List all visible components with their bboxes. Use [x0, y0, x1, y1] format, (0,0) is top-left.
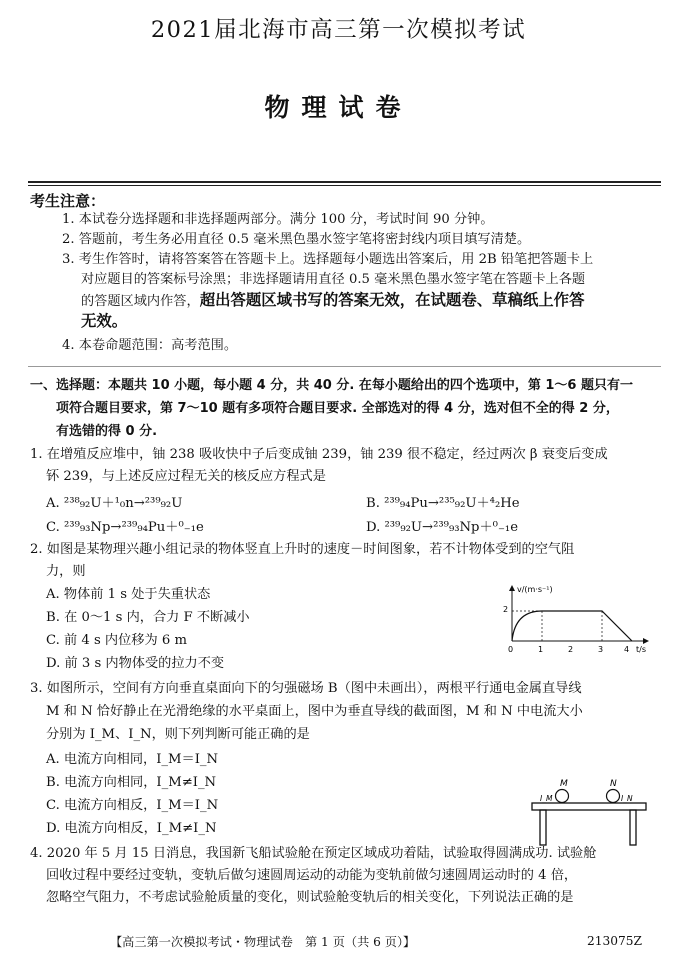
q3-stem-line-2: M 和 N 恰好静止在光滑绝缘的水平桌面上，图中为垂直导线的截面图，M 和 N 中电流大小 — [46, 704, 583, 719]
q2-chart-x-tick-4: 4 — [624, 645, 630, 654]
notice-heading: 考生注意： — [30, 192, 106, 210]
q1-option-d: D. ²³⁹₉₂U→²³⁹₉₃Np＋⁰₋₁e — [366, 520, 519, 535]
page-footer: 【高三第一次模拟考试・物理试卷 第 1 页（共 6 页）】 — [110, 935, 416, 949]
notice-item-3-line-3 — [81, 290, 584, 312]
q4-stem-line-2: 回收过程中要经过变轨，变轨后做匀速圆周运动的动能为变轨前做匀速圆周运动时的 4 倍， — [46, 868, 578, 883]
q3-table-leg-right — [630, 810, 636, 845]
q2-stem-line-2: 力，则 — [46, 564, 86, 579]
q3-label-im: I_M — [540, 794, 553, 803]
q3-option-d: D. 电流方向相反，I_M≠I_N — [46, 821, 217, 836]
q1-stem-line-2: 钚 239，与上述反应过程无关的核反应方程式是 — [46, 469, 326, 484]
q2-option-d: D. 前 3 s 内物体受的拉力不变 — [46, 656, 225, 671]
q2-option-b: B. 在 0～1 s 内，合力 F 不断减小 — [46, 610, 250, 625]
notice-item-3-emphasis: 超出答题区域书写的答案无效，在试题卷、草稿纸上作答 — [199, 291, 585, 309]
q1-option-b: B. ²³⁹₉₄Pu→²³⁵₉₂U＋⁴₂He — [366, 496, 520, 511]
q3-table-leg-left — [540, 810, 546, 845]
q2-chart-x-tick-1: 1 — [538, 645, 544, 654]
q3-label-m: M — [560, 779, 568, 789]
q3-table-top — [532, 803, 646, 810]
q3-option-a: A. 电流方向相同，I_M＝I_N — [46, 752, 219, 767]
q1-option-a: A. ²³⁸₉₂U＋¹₀n→²³⁹₉₂U — [46, 496, 183, 511]
paper-title: 物理试卷 — [264, 93, 413, 122]
header-rule-thick — [28, 181, 661, 183]
q2-chart-y-tick-2: 2 — [503, 605, 509, 614]
q1-stem-line-1: 1. 在增殖反应堆中，铀 238 吸收快中子后变成铀 239，铀 239 很不稳定，经过两次 β 衰变后变成 — [30, 447, 608, 462]
q3-label-in: I_N — [621, 794, 633, 803]
section-1-heading-line-1: 一、选择题：本题共 10 小题，每小题 4 分，共 40 分. 在每小题给出的四个选项中，第 1～6 题只有一 — [30, 378, 633, 393]
notice-item-3-line-1: 3. 考生作答时，请将答案答在答题卡上。选择题每小题选出答案后，用 2B 铅笔把答题卡上 — [62, 252, 594, 267]
q2-chart-x-tick-2: 2 — [568, 645, 574, 654]
q3-stem-line-3: 分别为 I_M、I_N，则下列判断可能正确的是 — [46, 727, 310, 742]
q3-stem-line-1: 3. 如图所示，空间有方向垂直桌面向下的匀强磁场 B（图中未画出），两根平行通电金属直导线 — [30, 681, 582, 696]
paper-code: 213075Z — [587, 934, 642, 948]
notice-item-2: 2. 答题前，考生务必用直径 0.5 毫米黑色墨水签字笔将密封线内项目填写清楚。 — [62, 232, 531, 247]
notice-item-1: 1. 本试卷分选择题和非选择题两部分。满分 100 分，考试时间 90 分钟。 — [62, 212, 494, 227]
notice-item-3-line-2: 对应题目的答案标号涂黑；非选择题请用直径 0.5 毫米黑色墨水签字笔在答题卡上各题 — [81, 272, 586, 287]
q3-label-n: N — [610, 779, 617, 789]
q2-chart-velocity-line — [512, 611, 632, 641]
section-1-heading-line-2: 项符合题目要求，第 7～10 题有多项符合题目要求. 全部选对的得 4 分，选对但不全的得 2 分， — [56, 401, 619, 416]
notice-item-3-normal-text: 的答题区域内作答， — [81, 294, 200, 309]
header-rule-thin — [28, 185, 661, 186]
notice-item-3-emphasis-end: 无效。 — [81, 312, 128, 330]
q1-option-c: C. ²³⁹₉₃Np→²³⁹₉₄Pu＋⁰₋₁e — [46, 520, 204, 535]
q2-velocity-time-chart — [500, 583, 660, 655]
q3-option-b: B. 电流方向相同，I_M≠I_N — [46, 775, 217, 790]
q3-wire-n — [607, 790, 620, 803]
q3-table-figure — [530, 777, 650, 847]
q2-chart-y-label: v/(m·s⁻¹) — [517, 585, 553, 594]
notice-item-4: 4. 本卷命题范围：高考范围。 — [62, 338, 238, 353]
q2-option-c: C. 前 4 s 内位移为 6 m — [46, 633, 187, 648]
q4-stem-line-1: 4. 2020 年 5 月 15 日消息，我国新飞船试验舱在预定区域成功着陆，试验取得圆满成功. 试验舱 — [30, 846, 597, 861]
q2-stem-line-1: 2. 如图是某物理兴趣小组记录的物体竖直上升时的速度－时间图象，若不计物体受到的空气阻 — [30, 542, 575, 557]
q3-option-c: C. 电流方向相反，I_M＝I_N — [46, 798, 219, 813]
q2-chart-x-tick-3: 3 — [598, 645, 604, 654]
q2-chart-x-label: t/s — [636, 645, 646, 654]
q2-chart-x-tick-0: 0 — [508, 645, 514, 654]
q3-wire-m — [556, 790, 569, 803]
notice-divider — [28, 366, 661, 367]
q4-stem-line-3: 忽略空气阻力，不考虑试验舱质量的变化，则试验舱变轨后的相关变化，下列说法正确的是 — [46, 890, 574, 905]
section-1-heading-line-3: 有选错的得 0 分. — [56, 424, 158, 439]
q2-option-a: A. 物体前 1 s 处于失重状态 — [46, 587, 211, 602]
exam-title: 2021届北海市高三第一次模拟考试 — [150, 17, 527, 43]
